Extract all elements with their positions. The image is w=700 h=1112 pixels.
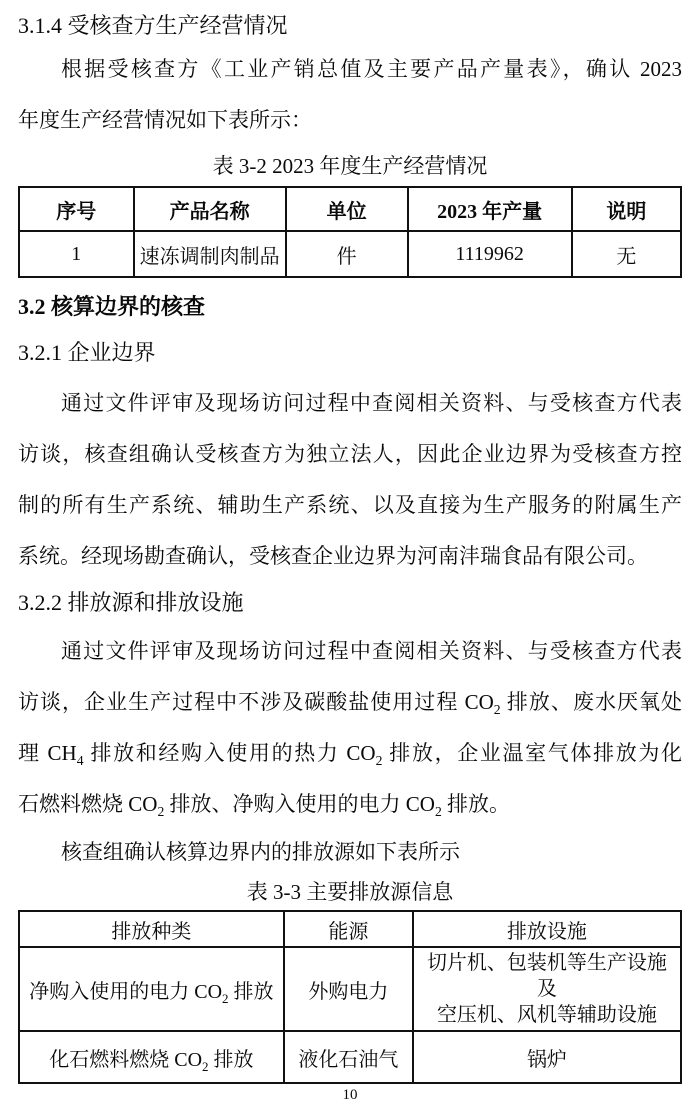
paragraph-line: 制的所有生产系统、辅助生产系统、以及直接为生产服务的附属生产 [18, 493, 682, 517]
paragraph-line: 访谈，核查组确认受核查方为独立法人，因此企业边界为受核查方控 [18, 442, 682, 466]
facility-line: 切片机、包装机等生产设施及 [426, 952, 667, 1000]
col-header-product: 产品名称 [134, 187, 286, 231]
cell-product: 速冻调制肉制品 [134, 231, 286, 277]
cell-emission-type: 化石燃料燃烧 $CO_2$ 排放 [19, 1031, 284, 1083]
cell-index: 1 [19, 231, 134, 277]
heading-3-2-2: 3.2.2 排放源和排放设施 [18, 590, 244, 615]
paragraph-enterprise-boundary [18, 378, 682, 582]
table-row [19, 947, 681, 1031]
emission-table-note: 核查组确认核算边界内的排放源如下表所示 [61, 840, 460, 864]
table-row [19, 231, 681, 277]
paragraph-line: 石燃料燃烧 $CO_2$ 排放、净购入使用的电力 $CO_2$ 排放。 [18, 792, 511, 820]
table-3-2-caption: 表 3-2 2023 年度生产经营情况 [212, 154, 488, 178]
col-header-remark: 说明 [572, 187, 681, 231]
table-header-row [19, 911, 681, 947]
cell-energy: 液化石油气 [284, 1031, 413, 1083]
cell-remark: 无 [572, 231, 681, 277]
paragraph-line: 系统。经现场勘查确认，受核查企业边界为河南沣瑞食品有限公司。 [18, 544, 648, 568]
table-header-row [19, 187, 681, 231]
facility-line: 空压机、风机等辅助设施 [436, 1004, 657, 1026]
paragraph-line: 访谈，企业生产过程中不涉及碳酸盐使用过程 $CO_2$ 排放、废水厌氧处 [18, 690, 682, 718]
table-3-3-caption: 表 3-3 主要排放源信息 [246, 880, 454, 904]
emission-source-table [18, 910, 682, 1084]
cell-energy: 外购电力 [284, 947, 413, 1031]
paragraph-emission-sources [18, 626, 682, 830]
paragraph-line: 年度生产经营情况如下表所示： [18, 108, 312, 132]
cell-unit: 件 [286, 231, 408, 277]
page-number: 10 [342, 1087, 358, 1103]
cell-emission-type: 净购入使用的电力 $CO_2$ 排放 [19, 947, 284, 1031]
paragraph-production-intro [18, 44, 682, 146]
production-table [18, 186, 682, 278]
paragraph-line: 通过文件评审及现场访问过程中查阅相关资料、与受核查方代表 [61, 391, 682, 415]
col-header-energy: 能源 [284, 911, 413, 947]
heading-3-1-4: 3.1.4 受核查方生产经营情况 [18, 13, 288, 38]
table-row [19, 1031, 681, 1083]
paragraph-line: 根据受核查方《工业产销总值及主要产品产量表》，确认 2023 [61, 57, 682, 81]
cell-facility [413, 947, 681, 1031]
cell-facility: 锅炉 [413, 1031, 681, 1083]
paragraph-line: 通过文件评审及现场访问过程中查阅相关资料、与受核查方代表 [61, 639, 682, 663]
col-header-unit: 单位 [286, 187, 408, 231]
heading-3-2: 3.2 核算边界的核查 [18, 294, 206, 319]
heading-3-2-1: 3.2.1 企业边界 [18, 340, 156, 365]
paragraph-line: 理 $CH_4$ 排放和经购入使用的热力 $CO_2$ 排放，企业温室气体排放为化 [18, 741, 682, 769]
col-header-facility: 排放设施 [413, 911, 681, 947]
col-header-emission-type: 排放种类 [19, 911, 284, 947]
col-header-output: 2023 年产量 [408, 187, 572, 231]
cell-output: 1119962 [408, 231, 572, 277]
col-header-index: 序号 [19, 187, 134, 231]
